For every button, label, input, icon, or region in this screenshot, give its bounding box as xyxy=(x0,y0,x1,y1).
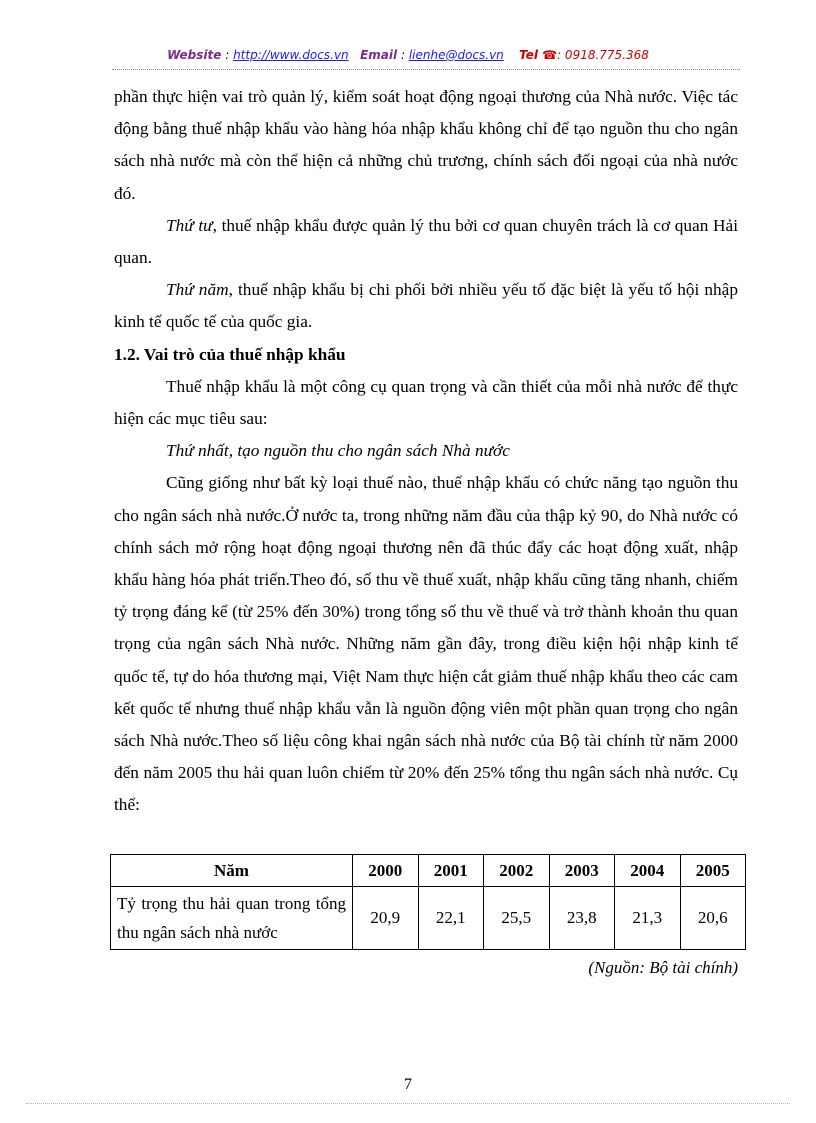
header-divider xyxy=(112,69,740,70)
customs-revenue-table xyxy=(110,854,746,950)
email-link[interactable]: lienhe@docs.vn xyxy=(408,48,504,62)
paragraph-role-intro: Thuế nhập khẩu là một công cụ quan trọng và cần thiết của mỗi nhà nước để thực hiện các mục tiêu sau: xyxy=(114,376,738,429)
table-source-note: (Nguồn: Bộ tài chính) xyxy=(588,958,738,977)
table-header-year: 2002 xyxy=(484,855,550,887)
paragraph-control-role: phần thực hiện vai trò quản lý, kiểm soát hoạt động ngoại thương của Nhà nước. Việc tác động bằng thuế nhập khẩu vào hàng hóa nhập khẩu không chỉ để tạo nguồn thu cho ngân sách nhà nước mà còn thể hiện cả những chủ trương, chính sách đối ngoại của nhà nước đó. xyxy=(114,87,738,203)
table-cell: 21,3 xyxy=(615,887,681,950)
email-label: Email xyxy=(360,48,398,62)
table-cell: 23,8 xyxy=(549,887,615,950)
table-row-label: Tỷ trọng thu hải quan trong tổng thu ngân sách nhà nước xyxy=(111,887,353,950)
paragraph-fifth-text: , thuế nhập khẩu bị chi phối bởi nhiều yếu tố đặc biệt là yếu tố hội nhập kinh tế quốc tế của quốc gia. xyxy=(114,280,738,332)
email-separator: : xyxy=(397,48,409,62)
tel-label: Tel ☎ xyxy=(519,48,558,62)
table-header-year: 2003 xyxy=(549,855,615,887)
tel-number: : 0918.775.368 xyxy=(557,48,649,62)
table-cell: 20,6 xyxy=(680,887,746,950)
table-cell: 22,1 xyxy=(418,887,484,950)
paragraph-fourth-text: , thuế nhập khẩu được quản lý thu bởi cơ quan chuyên trách là cơ quan Hải quan. xyxy=(114,215,738,268)
website-link[interactable]: http://www.docs.vn xyxy=(233,48,349,62)
page-number: 7 xyxy=(404,1076,412,1093)
document-body xyxy=(114,81,738,822)
paragraph-revenue: Cũng giống như bất kỳ loại thuế nào, thuế nhập khẩu có chức năng tạo nguồn thu cho ngân sách nhà nước.Ở nước ta, trong những năm đầu của thập kỷ 90, do Nhà nước có chính sách mở rộng hoạt động ngoại thương nên đã thúc đẩy các hoạt động xuất, nhập khẩu hàng hóa phát triển.Theo đó, số thu về thuế xuất, nhập khẩu cũng tăng nhanh, chiếm tỷ trọng đáng kể (từ 25% đến 30%) trong tổng số thu về thuế và trở thành khoản thu quan trọng của ngân sách Nhà nước. Những năm gần đây, trong điều kiện hội nhập kinh tế quốc tế, tự do hóa thương mại, Việt Nam thực hiện cắt giảm thuế nhập khẩu theo các cam kết quốc tế nhưng thuế nhập khẩu vẫn là nguồn động viên một phần quan trọng cho ngân sách Nhà nước.Theo số liệu công khai ngân sách nhà nước của Bộ tài chính từ năm 2000 đến năm 2005 thu hải quan luôn chiếm từ 20% đến 25% tổng thu ngân sách nhà nước. Cụ thể: xyxy=(114,473,738,815)
paragraph-fifth xyxy=(114,274,738,338)
section-heading: 1.2. Vai trò của thuế nhập khẩu xyxy=(114,344,346,364)
table-row xyxy=(111,887,746,950)
page-header xyxy=(0,48,816,62)
footer-divider xyxy=(26,1103,790,1104)
paragraph-fourth xyxy=(114,210,738,274)
website-label: Website xyxy=(167,48,222,62)
table-header-year: 2000 xyxy=(353,855,419,887)
table-cell: 20,9 xyxy=(353,887,419,950)
table-header-year: 2004 xyxy=(615,855,681,887)
table-header-row xyxy=(111,855,746,887)
table-cell: 25,5 xyxy=(484,887,550,950)
table-header-year-label: Năm xyxy=(111,855,353,887)
paragraph-fourth-lead: Thứ tư xyxy=(166,215,213,235)
table-header-year: 2005 xyxy=(680,855,746,887)
paragraph-fifth-lead: Thứ năm xyxy=(166,280,229,300)
table-header-year: 2001 xyxy=(418,855,484,887)
subheading-first: Thứ nhất, tạo nguồn thu cho ngân sách Nhà nước xyxy=(166,441,510,461)
website-separator: : xyxy=(221,48,234,62)
